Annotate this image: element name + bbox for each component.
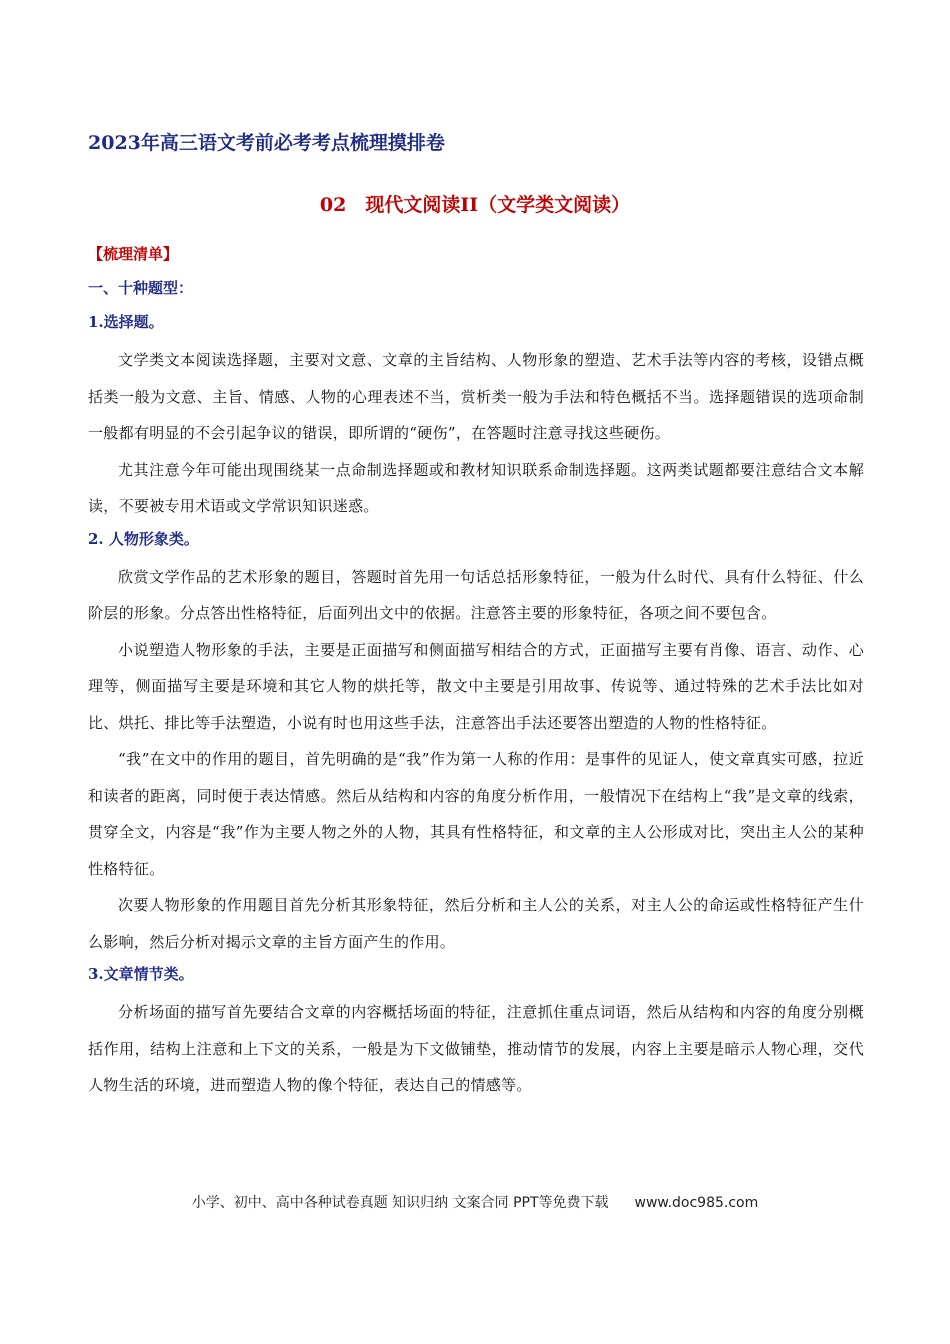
paragraph: 欣赏文学作品的艺术形象的题目，答题时首先用一句话总括形象特征，一般为什么时代、具有什么特征、什么阶层的形象。分点答出性格特征，后面列出文中的依据。注意答主要的形象特征，各项之间不要包含。 bbox=[88, 567, 864, 622]
footer-url[interactable]: www.doc985.com bbox=[634, 1195, 759, 1211]
section-title: 02 现代文阅读II（文学类文阅读） bbox=[319, 194, 631, 216]
section-heading-character: 2. 人物形象类。 bbox=[88, 529, 199, 548]
section-heading-choice: 1.选择题。 bbox=[88, 313, 164, 331]
paragraph: 小说塑造人物形象的手法，主要是正面描写和侧面描写相结合的方式，正面描写主要有肖像、语言、动作、心理等，侧面描写主要是环境和其它人物的烘托等，散文中主要是引用故事、传说等、通过特殊的艺术手法比如对比、烘托、排比等手法塑造，小说有时也用这些手法，注意答出手法还要答出塑造的人物的性格特征。 bbox=[88, 640, 864, 732]
footer-text: 小学、初中、高中各种试卷真题 知识归纳 文案合同 PPT等免费下载 bbox=[191, 1195, 609, 1211]
section-heading-plot: 3.文章情节类。 bbox=[88, 965, 194, 983]
paragraph: “我”在文中的作用的题目，首先明确的是“我”作为第一人称的作用：是事件的见证人，使文章真实可感，拉近和读者的距离，同时便于表达情感。然后从结构和内容的角度分析作用，一般情况下在结构上“我”是文章的线索，贯穿全文，内容是“我”作为主要人物之外的人物，其具有性格特征，和文章的主人公形成对比，突出主人公的某种性格特征。 bbox=[88, 750, 864, 878]
paragraph: 尤其注意今年可能出现围绕某一点命制选择题或和教材知识联系命制选择题。这两类试题都要注意结合文本解读，不要被专用术语或文学常识知识迷惑。 bbox=[88, 460, 864, 515]
paragraph: 文学类文本阅读选择题，主要对文意、文章的主旨结构、人物形象的塑造、艺术手法等内容的考核，设错点概括类一般为文意、主旨、情感、人物的心理表述不当，赏析类一般为手法和特色概括不当。选择题错误的选项命制一般都有明显的不会引起争议的错误，即所谓的“硬伤”，在答题时注意寻找这些硬伤。 bbox=[88, 351, 864, 442]
main-heading: 一、十种题型： bbox=[88, 279, 194, 297]
paragraph: 分析场面的描写首先要结合文章的内容概括场面的特征，注意抓住重点词语，然后从结构和内容的角度分别概括作用，结构上注意和上下文的关系，一般是为下文做铺垫，推动情节的发展，内容上主要是暗示人物心理，交代人物生活的环境，进而塑造人物的像个特征，表达自己的情感等。 bbox=[88, 1003, 864, 1094]
summary-tag: 【梳理清单】 bbox=[88, 245, 179, 263]
page-title: 2023年高三语文考前必考考点梳理摸排卷 bbox=[88, 132, 445, 154]
document-body bbox=[88, 240, 864, 1104]
page-footer bbox=[0, 1192, 950, 1212]
paragraph: 次要人物形象的作用题目首先分析其形象特征，然后分析和主人公的关系，对主人公的命运或性格特征产生什么影响，然后分析对揭示文章的主旨方面产生的作用。 bbox=[88, 896, 864, 951]
